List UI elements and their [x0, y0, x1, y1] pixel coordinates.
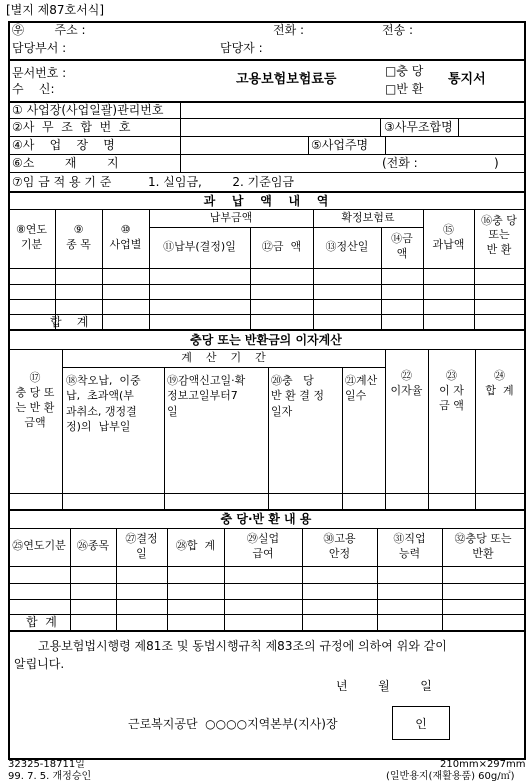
section1-total-label: 합 계 [50, 315, 89, 329]
col-paid-amount: ⑫금 액 [261, 240, 302, 253]
field-address: ⑥소 재 지 [12, 156, 119, 170]
notice-date: 년 월 일 [336, 679, 432, 693]
field-wage-basis: ⑦임 금 적 용 기 준 [12, 175, 112, 189]
col-settle-date: ⑬정산일 [325, 240, 369, 253]
col-paid-date: ⑪납부(결정)일 [163, 240, 236, 253]
fax-label: 전송 : [382, 23, 414, 37]
person-label: 담당자 : [220, 41, 263, 55]
section-interest-title: 충당 또는 반환금의 이자계산 [190, 333, 342, 347]
option-offset: □충 당 [385, 64, 424, 78]
field-union-no: ②사 무 조 합 번 호 [12, 120, 131, 134]
col-overpaid: ⑮ 과납액 [432, 223, 465, 251]
field-workplace-name: ④사 업 장 명 [12, 138, 115, 152]
col-job-skill: ㉛직업 능력 [393, 532, 426, 560]
issuer-name: 근로복지공단 ○○○○지역본부(지사)장 [128, 717, 338, 731]
col-decision-date: ⑳충 당 반 환 결 정 일자 [271, 374, 324, 418]
option-refund: □반 환 [385, 82, 424, 96]
col-year-basis: ㉕연도기분 [12, 539, 66, 552]
section3-total-label: 합 계 [26, 615, 57, 629]
doc-title: 고용보험보험료등 [236, 72, 337, 87]
col-business: ⑩ 사업별 [109, 223, 142, 251]
col-type: ⑨ 종 목 [66, 223, 91, 251]
col-sum: ㉘합 계 [175, 539, 216, 552]
doc-number-label: 문서번호 : [12, 66, 67, 80]
paper-size: 210mm×297mm [440, 759, 526, 770]
approval-date: 99. 7. 5. 개정승인 [8, 771, 92, 782]
col-offset-refund: ⑯충 당 또는 반 환 [481, 214, 517, 256]
section-content-title: 충 당·반 환 내 용 [220, 512, 312, 526]
doc-title-tail: 통지서 [448, 72, 486, 87]
col-error-pay-date: ⑱착오납, 이중 납, 초과액(부 과취소, 갱정결 정)의 납부일 [66, 374, 141, 434]
field-workplace-no: ① 사업장(사업일괄)관리번호 [12, 103, 164, 117]
form-number: [별지 제87호서식] [6, 3, 104, 17]
recipient-label: 수 신: [12, 82, 55, 96]
dept-label: 담당부서 : [12, 41, 67, 55]
col-year: ⑧연도 기분 [15, 223, 48, 251]
col-interest-rate: ㉒ 이자율 [390, 369, 423, 397]
col-offset-amount: ⑰ 충 당 또 는 반 환 금액 [15, 371, 55, 429]
notice-line-2: 알립니다. [14, 657, 65, 671]
seal-box [392, 706, 450, 740]
field-owner-name: ⑤사업주명 [311, 138, 369, 152]
address-label: ㉾ 주소 : [12, 23, 86, 37]
phone-label: 전화 : [273, 23, 305, 37]
col-offset-or-refund: ㉜충당 또는 반환 [454, 532, 512, 560]
col-employment-stability: ㉚고용 안정 [323, 532, 356, 560]
col-calc-period: 계 산 기 간 [181, 351, 266, 364]
col-decrease-date: ⑲감액신고일·확 정보고일부터7 일 [167, 374, 246, 418]
col-interest-amount: ㉓ 이 자 금 액 [439, 369, 464, 412]
col-calc-days: ㉑계산 일수 [345, 374, 378, 403]
col-unemployment: ㉙실업 급여 [246, 532, 280, 560]
col-item: ㉖종목 [76, 539, 110, 552]
field-address-phone: (전화 : ) [382, 156, 499, 170]
seal-label: 인 [415, 716, 427, 731]
field-wage-options: 1. 실임금, 2. 기준임금 [148, 175, 295, 189]
col-confirmed-amount: ⑭금 액 [391, 232, 413, 260]
paper-type: (일반용지(재활용품) 60g/㎡) [386, 771, 515, 782]
field-union-name: ③사무조합명 [384, 120, 453, 134]
col-decided-date: ㉗결정 일 [125, 532, 158, 560]
col-interest-total: ㉔ 합 계 [485, 369, 514, 397]
section-overpayment-title: 과 납 액 내 역 [203, 194, 329, 208]
col-group-paid: 납부금액 [209, 211, 253, 224]
notice-line-1: 고용보험법시행령 제81조 및 동법시행규칙 제83조의 규정에 의하여 위와 같이 [38, 639, 447, 653]
form-code: 32325-18711일 [8, 759, 85, 770]
col-group-confirmed: 확정보험료 [341, 211, 395, 224]
